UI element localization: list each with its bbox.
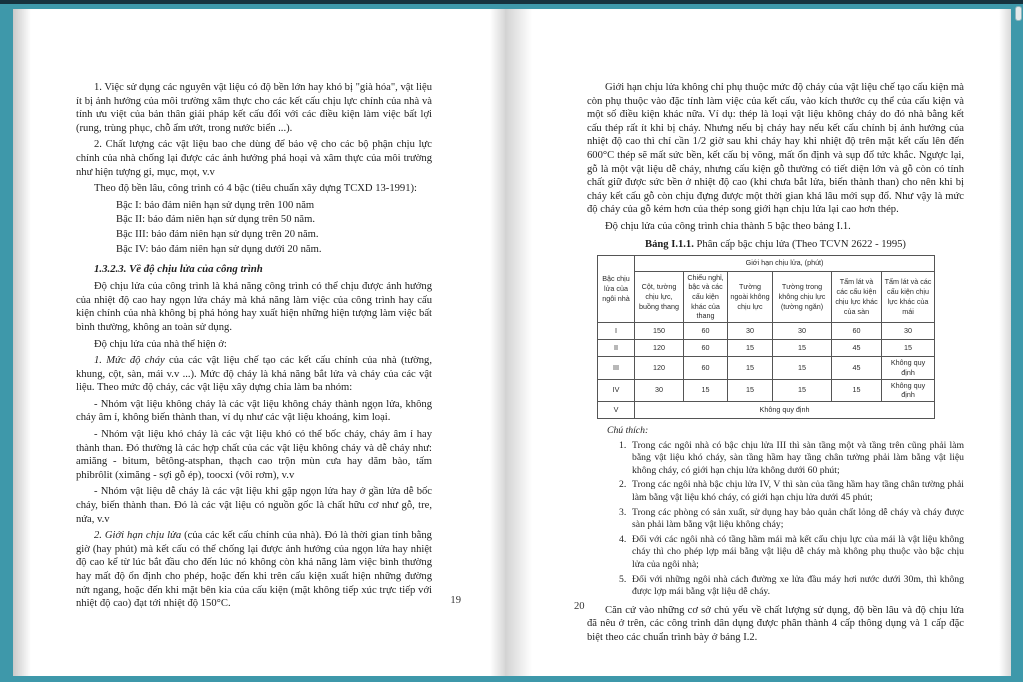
table-cell: 30 bbox=[882, 323, 935, 340]
table-cell: I bbox=[598, 323, 635, 340]
table-row bbox=[598, 379, 935, 401]
table-header-col: Tấm lát và các cấu kiện chịu lực khác của sàn bbox=[832, 271, 882, 323]
paragraph-fire-limit-factors: Giới hạn chịu lửa không chỉ phụ thuộc mức độ cháy của vật liệu chế tạo cấu kiện mà còn phụ thuộc vào đặc tính làm việc của kết cấu, vào kích thước cụ thể của cấu kiện và một số điều kiện khác nữa. Ví dụ: thép là loại vật liệu không cháy do đó nhà bằng kết cấu thép rất ít khi bị cháy. Nhưng nếu bị cháy hay nếu kết cấu chính bị ảnh hưởng của nhiệt độ cao thì chỉ cần 1/2 giờ sau khi cháy hay khi nhiệt độ trên mặt kết cấu lên đến 600°C thép sẽ mất sức bền, kết cấu bị võng, mất ổn định và sụp đổ tức khắc. Ngược lại, gỗ là một vật liệu dễ cháy, nhưng cấu kiện gỗ thường có tiết diện lớn và gỗ còn có tính chất giữ được sức bền ở nhiệt độ cao (khi chưa bắt lửa, biến thành than) cho nên khi bị cháy kết cấu gỗ còn chịu đựng được một thời gian khá lâu mới sụp đổ. Như vậy là mức độ cháy của gỗ kém hơn của thép song giới hạn chịu lửa lại cao hơn thép. bbox=[587, 82, 964, 216]
note-text: Trong các ngôi nhà bậc chịu lửa IV, V thì sàn của tầng hầm hay tầng chân tường phải làm bằng vật liệu khó cháy, có giới hạn chịu lửa dưới 45 phút; bbox=[632, 479, 964, 503]
note-number: 2. bbox=[619, 479, 627, 491]
table-cell: Không quy định bbox=[635, 402, 935, 419]
table-cell: 60 bbox=[684, 323, 728, 340]
note-item bbox=[619, 507, 964, 532]
table-caption-label: Bảng I.1.1. bbox=[645, 238, 694, 250]
burn-level-rest: của các vật liệu chế tạo các kết cấu chính của nhà (tường, khung, cột, sàn, mái v.v ...). Mức độ cháy là khả năng bắt lửa và cháy của các vật liệu. Theo mức độ cháy, các vật liệu xây dựng chia làm ba nhóm: bbox=[76, 355, 433, 394]
table-cell: IV bbox=[598, 379, 635, 401]
note-text: Đối với các ngôi nhà có tầng hầm mái mà kết cấu chịu lực của mái là vật liệu không cháy thì cho phép lợp mái bằng vật liệu dễ cháy mà không phụ thuộc vào bậc chịu lửa của ngôi nhà; bbox=[632, 533, 964, 570]
table-cell: 15 bbox=[832, 379, 882, 401]
vertical-scrollbar-thumb[interactable] bbox=[1015, 6, 1022, 21]
paragraph-combustible: - Nhóm vật liệu dễ cháy là các vật liệu khi gặp ngọn lửa hay ở gần lửa dễ bốc cháy, biến thành than. Đó là các vật liệu có nguồn gốc là chất hữu cơ như gỗ, tre, nứa, v.v bbox=[76, 486, 432, 525]
page-left-content bbox=[76, 81, 432, 614]
paragraph-conclusion: Căn cứ vào những cơ sở chủ yếu về chất lượng sử dụng, độ bền lâu và độ chịu lửa đã nêu ở trên, các công trình dân dụng được phân thành 4 cấp thông dụng và 1 cấp đặc biệt theo các chuẩn trình bày ở bảng I.2. bbox=[587, 604, 964, 643]
window-titlebar bbox=[0, 0, 1023, 4]
note-item bbox=[619, 574, 964, 599]
page-number-right: 20 bbox=[574, 601, 585, 612]
table-cell: 30 bbox=[728, 323, 773, 340]
table-cell: V bbox=[598, 402, 635, 419]
table-cell: 15 bbox=[773, 379, 832, 401]
table-cell: 60 bbox=[832, 323, 882, 340]
table-header-col: Tấm lát và các cấu kiện chịu lực khác của mái bbox=[882, 271, 935, 323]
paragraph-hard-combustible: - Nhóm vật liệu khó cháy là các vật liệu khó có thể bốc cháy, cháy âm ỉ hay thành than. Đó thường là các hợp chất của các vật liệu không cháy và dễ cháy như: amiăng - bitum, bêtông-atsphan, thạch cao trộn mùn cưa hay dăm bào, tấm phibrôlit (ximăng - sợi gỗ ép), toocxi (vôi rơm), v.v bbox=[76, 429, 432, 481]
durability-class-item: Bậc III: bảo đảm niên hạn sử dụng trên 20 năm. bbox=[116, 228, 319, 240]
table-cell: 15 bbox=[684, 379, 728, 401]
table-cell: 15 bbox=[728, 357, 773, 379]
table-caption bbox=[587, 239, 964, 250]
paragraph-five-classes: Độ chịu lửa của công trình chia thành 5 bậc theo bảng I.1. bbox=[605, 220, 851, 232]
paragraph-durability-intro: Theo độ bền lâu, công trình có 4 bậc (tiêu chuẩn xây dựng TCXD 13-1991): bbox=[94, 183, 417, 195]
fire-limit-rest: (của các kết cấu chính của nhà). Đó là thời gian tính bằng giờ (hay phút) mà kết cấu có thể chống lại được ảnh hưởng của ngọn lửa hay nhiệt độ cao kể từ lúc bắt đầu cho đến lúc nó không còn khả năng làm việc bình thường hay mất độ ổn định cho phép, hoặc đến khi trên cấu kiện xuất hiện những đường nứt ngang, hoặc đến khi mặt bên kia của cấu kiện (mặt không tiếp xúc trực tiếp với nhiệt độ cao) đạt tới nhiệt độ 150°C. bbox=[76, 530, 432, 610]
fire-resistance-table bbox=[597, 255, 935, 419]
durability-class-item: Bậc IV: bảo đảm niên hạn sử dụng dưới 20 năm. bbox=[116, 243, 322, 255]
table-row bbox=[598, 323, 935, 340]
notes-label: Chú thích: bbox=[607, 425, 649, 436]
table-cell: III bbox=[598, 357, 635, 379]
table-cell: Không quy định bbox=[882, 357, 935, 379]
fire-limit-lead: 2. Giới hạn chịu lửa bbox=[94, 530, 182, 542]
durability-class-item: Bậc I: bảo đảm niên hạn sử dụng trên 100 năm bbox=[116, 199, 315, 211]
table-cell: 45 bbox=[832, 340, 882, 357]
table-cell: Không quy định bbox=[882, 379, 935, 401]
table-cell: 15 bbox=[773, 357, 832, 379]
table-notes bbox=[587, 425, 964, 599]
page-number-left: 19 bbox=[450, 595, 461, 606]
table-cell: 30 bbox=[635, 379, 684, 401]
table-caption-text: Phân cấp bậc chịu lửa (Theo TCVN 2622 - 1995) bbox=[693, 238, 906, 250]
page-right bbox=[505, 9, 1011, 676]
note-number: 4. bbox=[619, 533, 627, 545]
page-left bbox=[13, 9, 505, 676]
paragraph-fire-limit bbox=[76, 529, 432, 611]
paragraph-materials: 1. Việc sử dụng các nguyên vật liệu có độ bền lớn hay khó bị "già hóa", vật liệu ít bị ảnh hưởng của môi trường xâm thực cho các kết cấu chịu lực chính của nhà và tính ưu việt của bản thân giải pháp kết cấu đối với các điều kiện làm việc bất lợi (rung, trùng phục, chỗ ẩm ướt, trong nước biển ...). bbox=[76, 82, 432, 134]
paragraph-noncombustible: - Nhóm vật liệu không cháy là các vật liệu không cháy thành ngọn lửa, không cháy âm ỉ, không biến thành than, ví dụ như các vật liệu khoáng, kim loại. bbox=[76, 398, 432, 424]
table-row bbox=[598, 402, 935, 419]
table-header-group: Giới hạn chịu lửa, (phút) bbox=[635, 255, 935, 271]
table-cell: 120 bbox=[635, 357, 684, 379]
page-right-content bbox=[587, 81, 964, 648]
table-header-col: Cột, tường chịu lực, buồng thang bbox=[635, 271, 684, 323]
note-number: 5. bbox=[619, 573, 627, 585]
note-item bbox=[619, 534, 964, 572]
table-cell: 60 bbox=[684, 357, 728, 379]
note-number: 3. bbox=[619, 506, 627, 518]
table-header-class: Bậc chịu lửa của ngôi nhà bbox=[598, 255, 635, 323]
paragraph-fire-definition: Độ chịu lửa của công trình là khả năng công trình có thể chịu được ảnh hưởng của nhiệt độ cao hay ngọn lửa cháy mà khả năng làm việc của công trình hay cấu kiện chính của nhà không bị phá hỏng hay xuất hiện những hiện tượng làm việc bất bình thường, không an toàn sử dụng. bbox=[76, 281, 432, 333]
note-text: Đối với những ngôi nhà cách đường xe lửa đầu máy hơi nước dưới 30m, thì không được lợp mái bằng vật liệu dễ cháy. bbox=[632, 573, 964, 598]
table-cell: II bbox=[598, 340, 635, 357]
note-item bbox=[619, 440, 964, 478]
note-item bbox=[619, 479, 964, 504]
note-text: Trong các ngôi nhà có bậc chịu lửa III thì sàn tầng một và tầng trên cũng phải làm bằng vật liệu khó cháy, sàn tầng hầm hay tầng chân tường phải làm bằng vật liệu không cháy, có giới hạn chịu lửa không dưới 60 phút; bbox=[632, 439, 964, 476]
table-cell: 150 bbox=[635, 323, 684, 340]
table-header-col: Tường ngoài không chịu lực bbox=[728, 271, 773, 323]
table-cell: 15 bbox=[773, 340, 832, 357]
paragraph-quality: 2. Chất lượng các vật liệu bao che dùng để bảo vệ cho các bộ phận chịu lực chính của nhà chống lại được các ảnh hưởng phá hoại và xâm thực của môi trường như hiện tượng gỉ, mục, mọt, v.v bbox=[76, 139, 432, 178]
table-cell: 120 bbox=[635, 340, 684, 357]
burn-level-lead: 1. Mức độ cháy bbox=[94, 355, 165, 367]
table-header-col: Chiếu nghỉ, bậc và các cấu kiện khác của thang bbox=[684, 271, 728, 323]
table-cell: 15 bbox=[728, 379, 773, 401]
table-row bbox=[598, 357, 935, 379]
table-cell: 45 bbox=[832, 357, 882, 379]
table-cell: 15 bbox=[882, 340, 935, 357]
table-header-col: Tường trong không chịu lực (tường ngăn) bbox=[773, 271, 832, 323]
paragraph-burn-level bbox=[76, 354, 432, 395]
table-cell: 15 bbox=[728, 340, 773, 357]
table-cell: 60 bbox=[684, 340, 728, 357]
note-text: Trong các phòng có sản xuất, sử dụng hay bảo quản chất lỏng dễ cháy và cháy được sàn phải làm bằng vật liệu không cháy; bbox=[632, 506, 964, 531]
paragraph-fire-aspects: Độ chịu lửa của nhà thể hiện ở: bbox=[94, 338, 227, 350]
table-cell: 30 bbox=[773, 323, 832, 340]
section-heading-fire-resistance: 1.3.2.3. Về độ chịu lửa của công trình bbox=[94, 263, 263, 276]
durability-class-list bbox=[76, 199, 432, 257]
note-number: 1. bbox=[619, 439, 627, 451]
table-row bbox=[598, 340, 935, 357]
durability-class-item: Bậc II: bảo đảm niên hạn sử dụng trên 50 năm. bbox=[116, 214, 316, 226]
